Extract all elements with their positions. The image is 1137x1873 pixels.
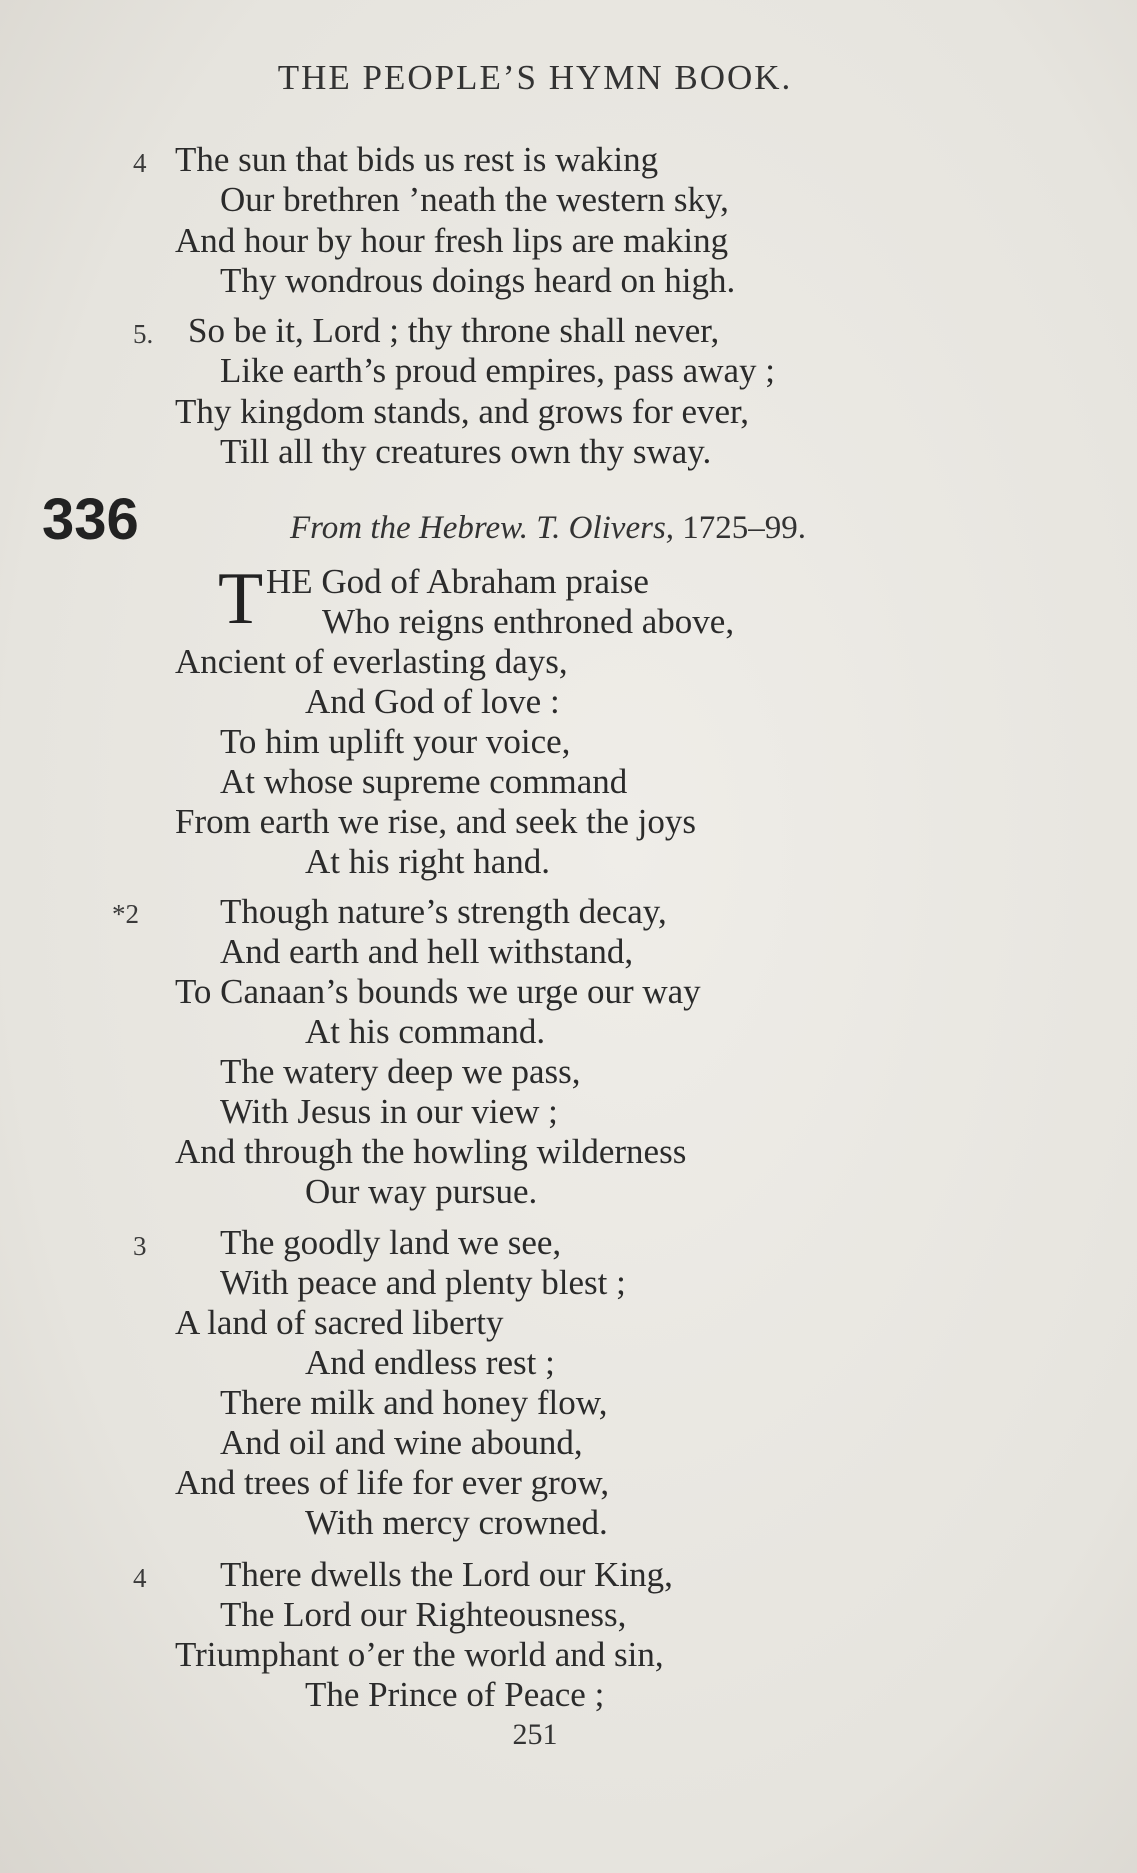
hymn-line: Triumphant o’er the world and sin, <box>175 1635 664 1674</box>
hymn-line: And through the howling wilderness <box>175 1132 687 1171</box>
hymn-line: And earth and hell withstand, <box>220 932 634 971</box>
hymn-line: The sun that bids us rest is waking <box>175 140 659 179</box>
hymn-line: Our brethren ’neath the western sky, <box>220 180 729 219</box>
hymn-line: At his right hand. <box>305 842 550 881</box>
hymn-line: To him uplift your voice, <box>220 722 571 761</box>
page-number: 251 <box>512 1718 558 1751</box>
hymn-line: From earth we rise, and seek the joys <box>175 802 696 841</box>
hymn-line: And oil and wine abound, <box>220 1423 583 1462</box>
drop-cap: T <box>218 558 264 640</box>
verse-number: 4 <box>133 1563 147 1593</box>
hymn-line: The Prince of Peace ; <box>305 1675 605 1714</box>
hymn-line: And endless rest ; <box>305 1343 555 1382</box>
hymn-line: Till all thy creatures own thy sway. <box>220 432 712 471</box>
hymn-line: With peace and plenty blest ; <box>220 1263 626 1302</box>
hymn-line: Who reigns enthroned above, <box>322 602 735 641</box>
hymn-number: 336 <box>42 487 139 552</box>
hymn-line: There dwells the Lord our King, <box>220 1555 673 1594</box>
hymn-line: A land of sacred liberty <box>175 1303 504 1342</box>
hymn-line: Ancient of everlasting days, <box>175 642 568 681</box>
hymn-attribution <box>290 510 806 547</box>
hymn-line: With Jesus in our view ; <box>220 1092 558 1131</box>
hymn-source: From the Hebrew. <box>290 510 528 546</box>
hymn-author: T. Olivers, <box>536 510 675 546</box>
hymn-line: And hour by hour fresh lips are making <box>175 221 729 260</box>
hymn-dates: 1725–99. <box>682 510 807 546</box>
hymn-line: Our way pursue. <box>305 1172 538 1211</box>
hymn-line: The Lord our Righteousness, <box>220 1595 627 1634</box>
hymn-line: So be it, Lord ; thy throne shall never, <box>188 311 720 350</box>
verse-number: *2 <box>112 899 139 929</box>
hymn-line: And trees of life for ever grow, <box>175 1463 610 1502</box>
hymn-line: To Canaan’s bounds we urge our way <box>175 972 701 1011</box>
hymn-line: Thy wondrous doings heard on high. <box>220 261 736 300</box>
verse-number: 4 <box>133 148 147 178</box>
hymn-line: Thy kingdom stands, and grows for ever, <box>175 392 750 431</box>
running-head: THE PEOPLE’S HYMN BOOK. <box>277 58 793 97</box>
hymn-line: The watery deep we pass, <box>220 1052 581 1091</box>
hymn-line: And God of love : <box>305 682 560 721</box>
hymn-line: Though nature’s strength decay, <box>220 892 667 931</box>
hymn-line: There milk and honey flow, <box>220 1383 608 1422</box>
hymn-line: Like earth’s proud empires, pass away ; <box>220 351 775 390</box>
hymn-line: At whose supreme command <box>220 762 628 801</box>
verse-number: 3 <box>133 1231 147 1261</box>
hymn-line: The goodly land we see, <box>220 1223 562 1262</box>
hymn-line: At his command. <box>305 1012 546 1051</box>
verse-number: 5. <box>133 319 154 349</box>
hymn-line: HE God of Abraham praise <box>266 562 649 601</box>
hymn-line: With mercy crowned. <box>305 1503 608 1542</box>
